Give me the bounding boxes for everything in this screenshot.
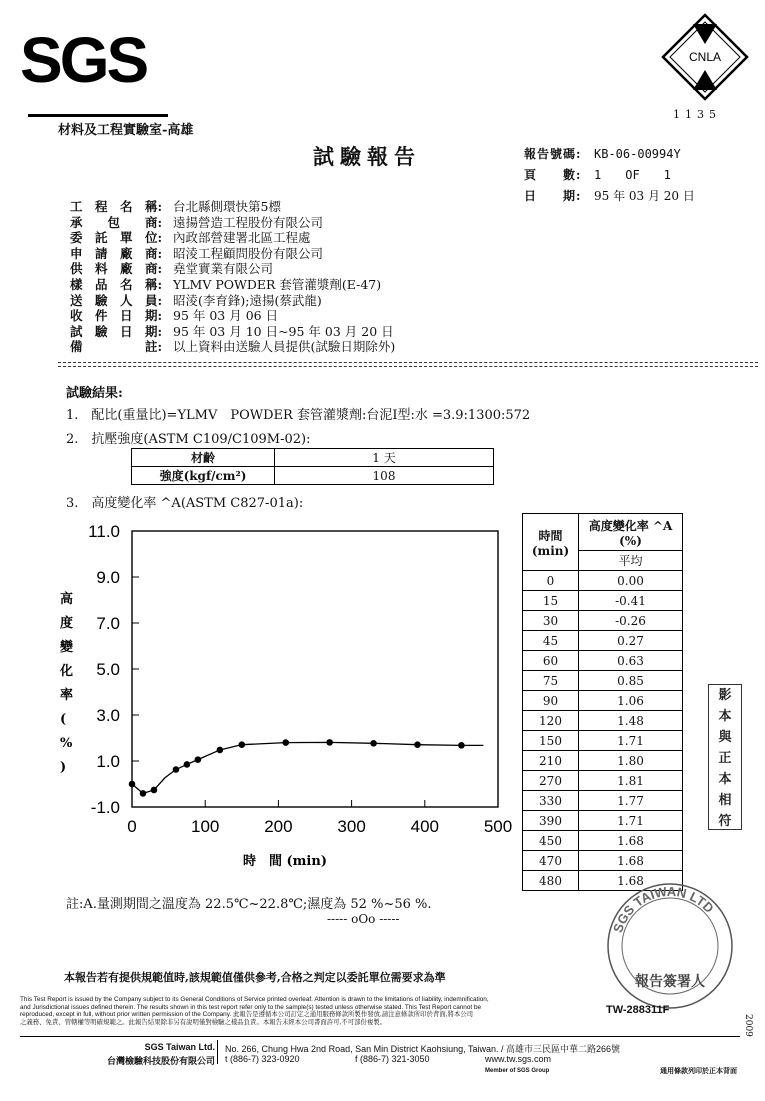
change-cell: 1.77 (579, 791, 683, 811)
footer-fax: f (886-7) 321-3050 (355, 1054, 430, 1064)
info-value: 台北縣側環快第5標 (173, 199, 281, 214)
data-point (326, 739, 333, 746)
data-point (370, 740, 377, 747)
divider (58, 366, 758, 367)
stamp-char: 本 (718, 709, 732, 724)
stamp-char: 影 (718, 688, 732, 703)
table-row (132, 467, 494, 485)
table-header-time (523, 514, 579, 571)
fine-print-line: and Jurisdictional issues defined therein. The results shown in this test report refer only to the sample(s) tested unless otherwise stated. This Test Report cannot be (20, 1003, 482, 1011)
result-item-mix: 1. 配比(重量比)=YLMV POWDER 套管灌漿劑:台泥I型:水 =3.9:1300:572 (66, 408, 531, 423)
report-no: KB-06-00994Y (594, 147, 681, 161)
info-value: 堯堂實業有限公司 (173, 261, 274, 277)
measurement-note: 註:A.量測期間之溫度為 22.5℃~22.8℃;濕度為 52 %~56 %. (66, 897, 432, 912)
table-row (523, 771, 683, 791)
info-value: 遠揚營造工程股份有限公司 (173, 214, 324, 230)
change-cell: 1.68 (579, 831, 683, 851)
footer-member: Member of SGS Group (485, 1068, 550, 1074)
info-row (70, 230, 395, 246)
table-row (523, 851, 683, 871)
x-tick-label: 100 (191, 817, 220, 836)
y-axis-label-char: 高 (60, 592, 74, 607)
info-label: 供 料 廠 商: (70, 261, 163, 277)
disclaimer: 本報告若有提供規範值時,該規範值僅供參考,合格之判定以委託單位需要求為準 (64, 971, 446, 984)
table-row (523, 751, 683, 771)
time-cell: 75 (523, 671, 579, 691)
table-row (523, 591, 683, 611)
year-mark: 2009 (743, 1014, 753, 1037)
seal-ring-text: SGS TAIWAN LTD (610, 883, 717, 935)
header-text: (%) (619, 533, 642, 548)
series-line (132, 742, 483, 793)
true-copy-stamp (708, 684, 742, 830)
info-row (70, 293, 395, 309)
report-title: 試驗報告 (313, 144, 421, 169)
y-axis-label-char: % (60, 736, 73, 751)
fine-print-line: reproduced, except in full, without prior written permission of the Company. 此報告是遵循本公司訂定之通用服務條款所製作發放,請注意條款所印於背面,將本公司 (20, 1011, 474, 1018)
info-label: 備 註: (70, 339, 163, 355)
data-point (414, 741, 421, 748)
logo-underline (28, 114, 168, 117)
info-row (70, 277, 395, 293)
end-mark: ----- oOo ----- (327, 912, 400, 926)
info-label: 委 託 單 位: (70, 230, 163, 246)
change-cell: 0.00 (579, 571, 683, 591)
stamp-char: 正 (718, 751, 732, 766)
svg-text:SGS TAIWAN LTD (610, 884, 717, 935)
cnla-number: 1135 (673, 108, 721, 121)
time-cell: 150 (523, 731, 579, 751)
time-cell: 15 (523, 591, 579, 611)
result-item-strength: 2. 抗壓強度(ASTM C109/C109M-02): (66, 432, 311, 447)
data-point (151, 787, 158, 794)
height-change-table (522, 513, 683, 891)
x-tick-label: 400 (410, 817, 439, 836)
report-no-label: 報告號碼: (524, 147, 582, 161)
report-meta (524, 144, 695, 207)
info-label: 工 程 名 稱: (70, 199, 163, 214)
table-row (523, 631, 683, 651)
page-value: 1 OF 1 (594, 168, 671, 182)
table-cell: 108 (275, 467, 494, 485)
cnla-mark-text: CNLA (688, 50, 722, 64)
info-label: 試 驗 日 期: (70, 323, 163, 339)
table-row (523, 711, 683, 731)
time-cell: 45 (523, 631, 579, 651)
x-axis-label: 時 間 (min) (243, 854, 327, 869)
table-header-change (579, 514, 683, 551)
y-tick-label: 3.0 (96, 706, 120, 725)
footer-rule (20, 1036, 740, 1037)
data-point (140, 790, 147, 797)
change-cell: 0.85 (579, 671, 683, 691)
sgs-logo-text: SGS (20, 24, 147, 96)
y-tick-label: 1.0 (96, 752, 120, 771)
info-label: 收 件 日 期: (70, 308, 163, 324)
info-label: 承 包 商: (70, 214, 163, 230)
time-cell: 270 (523, 771, 579, 791)
data-point (195, 756, 202, 763)
data-point (282, 739, 289, 746)
info-value: 以上資料由送驗人員提供(試驗日期除外) (173, 339, 396, 355)
info-value: YLMV POWDER 套管灌漿劑(E-47) (173, 276, 382, 292)
change-cell: 0.27 (579, 631, 683, 651)
fine-print-line: 之義務、免責、管轄權等明確規範之。此報告結果除非另有說明僅對檢驗之樣品負責。本報告未經本公司書面許可,不可部份複製。 (20, 1018, 387, 1026)
table-subheader: 平均 (579, 551, 683, 571)
header-text: 時間 (538, 528, 563, 543)
time-cell: 120 (523, 711, 579, 731)
table-row (523, 791, 683, 811)
info-value: 內政部營建署北區工程處 (173, 230, 311, 246)
table-row (523, 611, 683, 631)
change-cell: 1.68 (579, 871, 683, 891)
x-tick-label: 200 (264, 817, 293, 836)
info-row (70, 215, 395, 231)
table-row (523, 691, 683, 711)
data-point (458, 742, 465, 749)
y-axis-label-char: 化 (60, 664, 74, 679)
change-cell: 1.71 (579, 731, 683, 751)
sgs-logo (20, 24, 172, 96)
x-tick-label: 500 (483, 817, 513, 836)
info-row (70, 261, 395, 277)
data-point (217, 747, 224, 754)
info-row (70, 308, 395, 324)
header-text: (min) (531, 543, 570, 558)
info-row (70, 324, 395, 340)
stamp-char: 相 (718, 793, 732, 808)
change-cell: -0.26 (579, 611, 683, 631)
time-cell: 0 (523, 571, 579, 591)
seal-center-text: 報告簽署人 (635, 974, 705, 990)
table-cell: 1 天 (275, 449, 494, 467)
seal-code: TW-288311F (606, 1004, 670, 1016)
y-tick-label: 9.0 (96, 568, 120, 587)
fine-print (20, 996, 620, 1026)
y-axis-label-char: 度 (60, 616, 74, 631)
change-cell: 1.71 (579, 811, 683, 831)
time-cell: 210 (523, 751, 579, 771)
info-row (70, 339, 395, 355)
time-cell: 480 (523, 871, 579, 891)
fine-print-line: This Test Report is issued by the Company subject to its General Conditions of Service printed overleaf. Attention is drawn to the limitations of liability, indemnification, (20, 996, 489, 1003)
table-header-row (523, 514, 683, 551)
sample-info (70, 199, 395, 355)
info-label: 申 請 廠 商: (70, 245, 163, 261)
y-tick-label: 7.0 (96, 614, 120, 633)
stamp-char: 與 (718, 730, 732, 745)
data-point (173, 766, 180, 773)
info-row (70, 199, 395, 215)
header-text: 高度變化率 ^A (588, 518, 673, 533)
height-change-chart (58, 505, 528, 890)
strength-table (131, 448, 494, 485)
table-row (523, 651, 683, 671)
x-tick-label: 300 (337, 817, 366, 836)
info-row (70, 246, 395, 262)
info-value: 昭淩(李育鋒);遠揚(蔡武龍) (173, 292, 322, 308)
info-value: 95 年 03 月 10 日~95 年 03 月 20 日 (173, 323, 394, 339)
info-value: 95 年 03 月 06 日 (173, 308, 279, 324)
divider (58, 362, 758, 363)
time-cell: 60 (523, 651, 579, 671)
date-label: 日 期: (524, 189, 582, 203)
result-item-height-change: 3. 高度變化率 ^A(ASTM C827-01a): (66, 496, 304, 511)
y-tick-label: 5.0 (96, 660, 120, 679)
corner-note: 通用條款列印於正本背面 (660, 1066, 737, 1075)
table-cell: 材齡 (132, 449, 275, 467)
footer-web: www.tw.sgs.com (485, 1054, 552, 1064)
table-row (132, 449, 494, 467)
table-row (523, 571, 683, 591)
footer-company-zh: 台灣檢驗科技股份有限公司 (106, 1056, 215, 1066)
data-point (129, 781, 136, 788)
time-cell: 330 (523, 791, 579, 811)
y-axis-label (59, 591, 73, 775)
table-row (523, 671, 683, 691)
cnla-accreditation-icon (660, 12, 750, 102)
y-axis-label-char: 率 (60, 688, 74, 703)
page-label: 頁 數: (524, 168, 582, 182)
info-label: 送 驗 人 員: (70, 292, 163, 308)
change-cell: 1.68 (579, 851, 683, 871)
info-value: 昭淩工程顧問股份有限公司 (173, 245, 324, 261)
stamp-char: 符 (718, 814, 732, 829)
footer-address: No. 266, Chung Hwa 2nd Road, San Min District Kaohsiung, Taiwan. / 高雄市三民區中華二路266號 (225, 1044, 621, 1054)
table-row (523, 831, 683, 851)
change-cell: 1.06 (579, 691, 683, 711)
data-point (239, 741, 246, 748)
y-tick-label: 11.0 (88, 522, 120, 541)
lab-name: 材料及工程實驗室-高雄 (58, 123, 194, 138)
y-tick-label: -1.0 (90, 798, 120, 817)
date-value: 95 年 03 月 20 日 (594, 189, 695, 203)
time-cell: 450 (523, 831, 579, 851)
table-row (523, 811, 683, 831)
data-point (184, 761, 191, 768)
change-cell: 1.80 (579, 751, 683, 771)
stamp-char: 本 (718, 772, 732, 787)
time-cell: 30 (523, 611, 579, 631)
change-cell: -0.41 (579, 591, 683, 611)
results-heading: 試驗結果: (66, 386, 123, 401)
time-cell: 90 (523, 691, 579, 711)
x-tick-label: 0 (127, 817, 137, 836)
change-cell: 1.81 (579, 771, 683, 791)
y-axis-label-char: ) (60, 760, 67, 775)
y-axis-label-char: ( (60, 712, 67, 727)
time-cell: 390 (523, 811, 579, 831)
info-label: 樣 品 名 稱: (70, 276, 163, 292)
footer-divider (217, 1040, 218, 1064)
change-cell: 0.63 (579, 651, 683, 671)
table-cell: 強度(kgf/cm²) (132, 467, 275, 485)
table-row (523, 731, 683, 751)
y-axis-label-char: 變 (60, 640, 74, 655)
time-cell: 470 (523, 851, 579, 871)
change-cell: 1.48 (579, 711, 683, 731)
footer-tel: t (886-7) 323-0920 (225, 1054, 300, 1064)
footer-company-en: SGS Taiwan Ltd. (144, 1042, 215, 1052)
